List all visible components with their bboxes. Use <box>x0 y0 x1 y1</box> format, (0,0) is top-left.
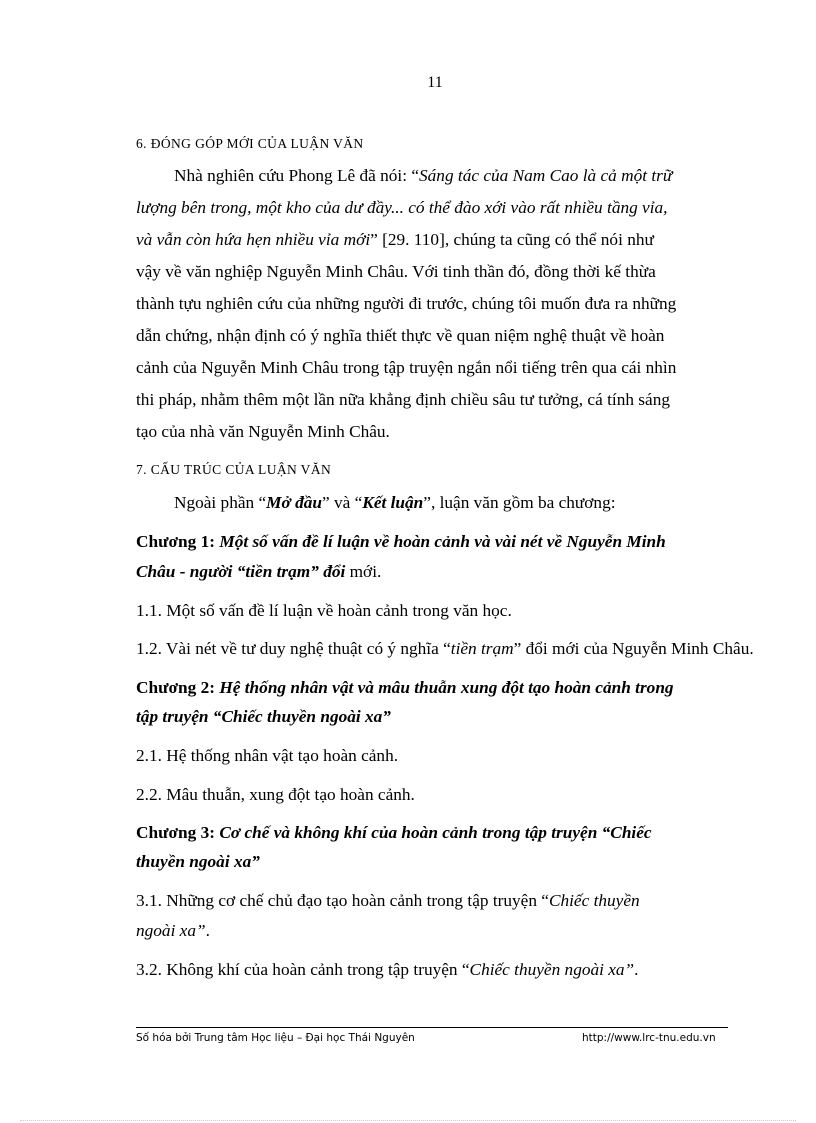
chapter-title: Một số vấn đề lí luận về hoàn cảnh và vài nét về Nguyễn Minh <box>219 532 666 551</box>
chapter-item: 2.1. Hệ thống nhân vật tạo hoàn cảnh. <box>136 746 399 765</box>
text: 3.2. Không khí của hoàn cảnh trong tập truyện “ <box>136 960 470 979</box>
text: ”, luận văn gồm ba chương: <box>423 493 616 512</box>
paragraph-line: thành tựu nghiên cứu của những người đi trước, chúng tôi muốn đưa ra những <box>136 294 677 313</box>
chapter-title: Hệ thống nhân vật và mâu thuẫn xung đột tạo hoàn cảnh trong <box>219 678 674 697</box>
text: 1.2. Vài nét về tư duy nghệ thuật có ý nghĩa “ <box>136 639 451 658</box>
footer-divider <box>136 1027 728 1028</box>
emphasis: Mở đầu <box>266 493 322 512</box>
paragraph-line: tạo của nhà văn Nguyễn Minh Châu. <box>136 422 390 441</box>
text: ” [29. 110], chúng ta cũng có thể nói như <box>370 230 654 249</box>
paragraph-line <box>174 165 672 187</box>
chapter-3-title <box>136 822 652 844</box>
text: 3.1. Những cơ chế chủ đạo tạo hoàn cảnh trong tập truyện “ <box>136 891 549 910</box>
chapter-label: Chương 2: <box>136 678 220 697</box>
chapter-title: Cơ chế và không khí của hoàn cảnh trong tập truyện “Chiếc <box>219 823 652 842</box>
chapter-title: Châu - người “tiền trạm” đổi <box>136 562 346 581</box>
text: mới. <box>345 562 382 581</box>
chapter-2-title <box>136 677 674 699</box>
text: Ngoài phần “ <box>174 493 267 512</box>
paragraph-line: cảnh của Nguyễn Minh Châu trong tập truyện ngắn nổi tiếng trên qua cái nhìn <box>136 358 677 377</box>
section-7-intro <box>174 492 616 514</box>
page-edge-divider <box>20 1120 796 1121</box>
italic-text: tiền trạm <box>450 639 514 658</box>
chapter-1-title <box>136 531 666 553</box>
italic-text: Chiếc thuyền <box>548 891 640 910</box>
italic-text: Chiếc thuyền ngoài xa” <box>469 960 635 979</box>
chapter-item: 1.1. Một số vấn đề lí luận về hoàn cảnh trong văn học. <box>136 601 512 620</box>
page-number: 11 <box>427 74 443 91</box>
chapter-2-title-cont: tập truyện “Chiếc thuyền ngoài xa” <box>136 707 391 726</box>
chapter-item: 2.2. Mâu thuẫn, xung đột tạo hoàn cảnh. <box>136 785 415 804</box>
footer-source: Số hóa bởi Trung tâm Học liệu – Đại học Thái Nguyên <box>136 1032 415 1044</box>
paragraph-line: vậy về văn nghiệp Nguyễn Minh Châu. Với tinh thần đó, đồng thời kế thừa <box>136 262 656 281</box>
italic-text: ngoài xa” <box>136 921 206 940</box>
paragraph-line <box>136 229 654 251</box>
text: . <box>634 960 639 979</box>
chapter-1-title-cont <box>136 561 381 583</box>
chapter-label: Chương 1: <box>136 532 220 551</box>
chapter-label: Chương 3: <box>136 823 220 842</box>
section-7-heading: 7. CẤU TRÚC CỦA LUẬN VĂN <box>136 462 332 477</box>
text: ” đổi mới của Nguyễn Minh Châu. <box>513 639 754 658</box>
chapter-item <box>136 638 754 660</box>
quote-text: và vẫn còn hứa hẹn nhiều vỉa mới <box>136 230 371 249</box>
text: . <box>205 921 210 940</box>
chapter-item-cont <box>136 920 210 942</box>
paragraph-line: thi pháp, nhằm thêm một lần nữa khẳng định chiều sâu tư tưởng, cá tính sáng <box>136 390 670 409</box>
chapter-3-title-cont: thuyền ngoài xa” <box>136 852 260 871</box>
text: Nhà nghiên cứu Phong Lê đã nói: “ <box>174 166 420 185</box>
chapter-item <box>136 959 639 981</box>
paragraph-line: lượng bên trong, một kho của dư đầy... có thể đào xới vào rất nhiều tầng vỉa, <box>136 198 668 217</box>
section-6-heading: 6. ĐÓNG GÓP MỚI CỦA LUẬN VĂN <box>136 136 364 151</box>
quote-text: Sáng tác của Nam Cao là cả một trữ <box>419 166 673 185</box>
text: ” và “ <box>322 493 363 512</box>
chapter-item <box>136 890 640 912</box>
paragraph-line: dẫn chứng, nhận định có ý nghĩa thiết thực về quan niệm nghệ thuật về hoàn <box>136 326 665 345</box>
footer-url: http://www.lrc-tnu.edu.vn <box>582 1032 716 1044</box>
emphasis: Kết luận <box>362 493 424 512</box>
